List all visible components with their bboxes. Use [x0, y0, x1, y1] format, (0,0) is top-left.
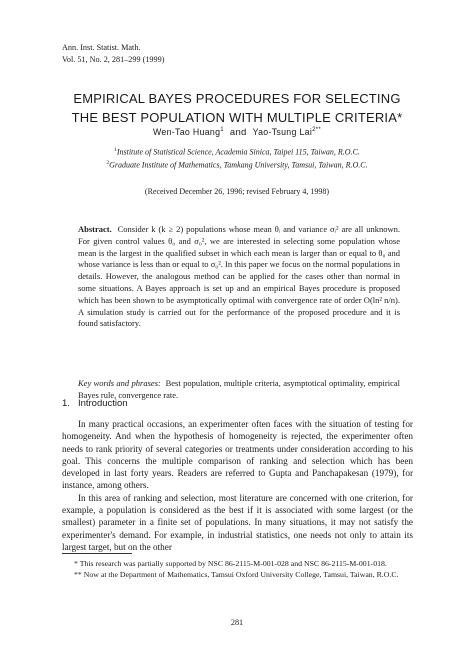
abstract-label: Abstract.	[78, 224, 112, 234]
author-1: Wen-Tao Huang	[152, 127, 221, 138]
affiliations	[0, 145, 474, 170]
received-dates: (Received December 26, 1996; revised February 4, 1998)	[144, 187, 330, 196]
abstract	[78, 224, 400, 330]
affiliation-2-mark: 2	[106, 159, 110, 166]
section-number: 1.	[62, 398, 70, 409]
paper-title	[0, 89, 474, 127]
title-line-2: THE BEST POPULATION WITH MULTIPLE CRITERIA*	[71, 110, 403, 125]
author-1-mark: 1	[220, 127, 224, 133]
keywords-label: Key words and phrases:	[78, 378, 161, 388]
footnote-2: ** Now at the Department of Mathematics, Tamsui Oxford University College, Tamsui, Taiwan, R.O.C.	[74, 569, 399, 579]
author-and: and	[229, 127, 247, 139]
affiliation-2	[0, 158, 474, 171]
body-text	[62, 418, 413, 553]
author-list	[0, 127, 474, 138]
page-number: 281	[230, 618, 244, 627]
journal-name: Ann. Inst. Statist. Math.	[62, 43, 141, 52]
affiliation-1	[0, 145, 474, 158]
author-2: Yao-Tsung Lai	[252, 127, 313, 138]
footnote-1: * This research was partially supported by NSC 86-2115-M-001-028 and NSC 86-2115-M-001-018.	[74, 559, 387, 568]
journal-volume: Vol. 51, No. 2, 281–299 (1999)	[62, 54, 165, 64]
body-paragraph-1: In many practical occasions, an experimenter often faces with the situation of testing for homogeneity. And when the hypothesis of homogeneity is rejected, the experimenter often needs to rank priority of several categories or treatments under consideration according to his goal. This concerns the multiple comparison of ranking and selection which has been developed in last forty years. Readers are referred to Gupta and Panchapakesan (1979), for instance, among others.	[62, 419, 413, 491]
abstract-text: Consider k (k ≥ 2) populations whose mean θᵢ and variance σᵢ² are all unknown. For given control values θ₀ and σ₀², we are interested in selecting some population whose mean is the largest in the qualified subset in which each mean is larger than or equal to θ₀ and whose variance is less than or equal to σ₀². In this paper we focus on the normal populations in details. However, the analogous method can be applied for the cases other than normal in some situations. A Bayes approach is set up and an empirical Bayes procedure is proposed which has been shown to be asymptotically optimal with convergence rate of order O(ln² n/n). A simulation study is carried out for the performance of the proposed procedure and it is found satisfactory.	[78, 224, 400, 329]
footnote-rule	[62, 553, 132, 554]
affiliation-1-mark: 1	[114, 147, 117, 153]
affiliation-1-text: Institute of Statistical Science, Academia Sinica, Taipei 115, Taiwan, R.O.C.	[116, 147, 360, 157]
keywords-text: Best population, multiple criteria, asymptotical optimality, empirical Bayes rule, convergence rate.	[78, 378, 400, 400]
footnotes	[62, 559, 413, 580]
journal-header	[62, 42, 164, 65]
section-title: Introduction	[77, 398, 128, 409]
body-paragraph-2: In this area of ranking and selection, most literature are concerned with one criterion, for example, a population is considered as the best if it is associated with some largest (or the smallest) parameter in a finite set of populations. In many situations, it may not satisfy the experimenter's demand. For example, in industrial statistics, one needs not only to attain its largest target, but on the other	[62, 492, 413, 552]
author-2-mark: 2**	[312, 127, 322, 133]
affiliation-2-text: Graduate Institute of Mathematics, Tamkang University, Tamsui, Taiwan, R.O.C.	[109, 160, 368, 170]
title-line-1: EMPIRICAL BAYES PROCEDURES FOR SELECTING	[73, 91, 401, 106]
section-heading	[62, 398, 128, 409]
